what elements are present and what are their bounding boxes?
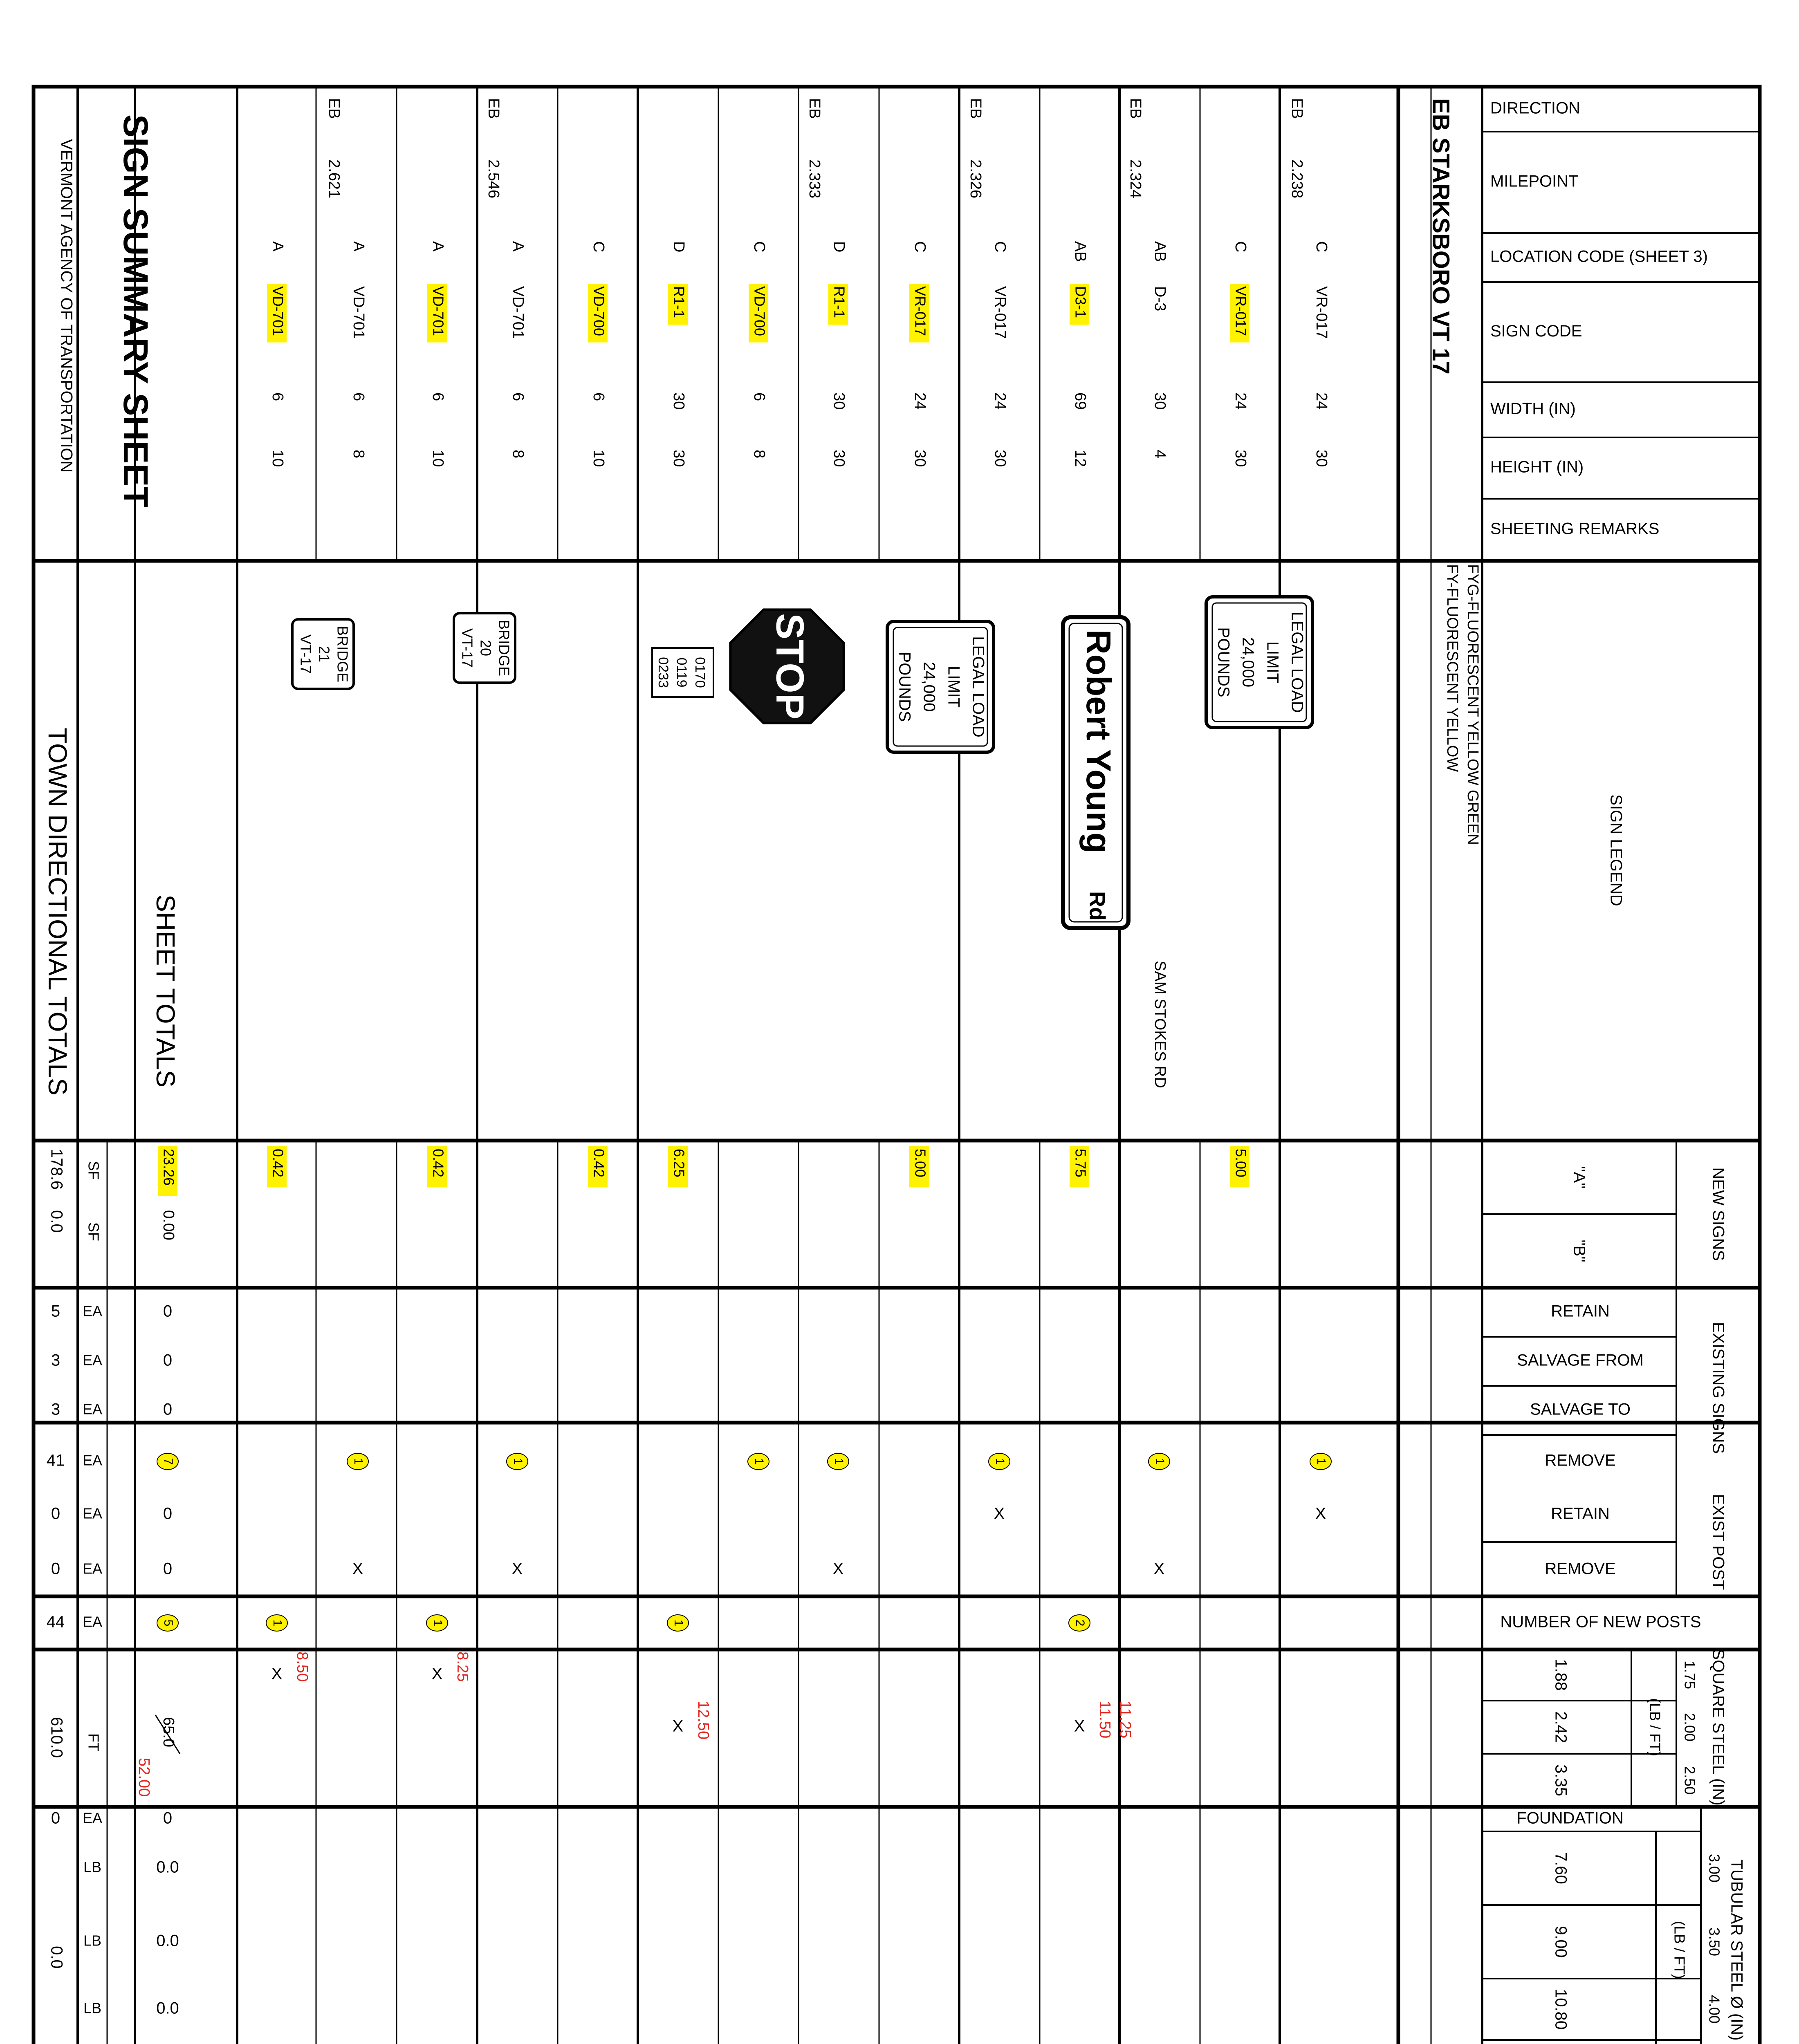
row-width: 30 (830, 392, 848, 410)
square-size: 2.00 (1681, 1712, 1698, 1742)
town-post_remove: 0 (51, 1560, 61, 1578)
town-salvage_to: 3 (51, 1400, 61, 1419)
tubular-size: 3.00 (1706, 1853, 1723, 1883)
unit-label: EA (82, 1505, 103, 1522)
row-height: 8 (350, 450, 367, 459)
street-name-sign (1063, 617, 1128, 928)
row-width: 6 (429, 392, 446, 401)
bridge-text: BRIDGE (496, 619, 513, 677)
row-location-code: C (750, 241, 768, 253)
new-posts-header: NUMBER OF NEW POSTS (1500, 1613, 1701, 1631)
total-square-redline: 52.00 (135, 1758, 153, 1797)
row-width: 24 (911, 392, 929, 410)
bridge-text: VT-17 (459, 628, 476, 668)
unit-label: EA (82, 1302, 103, 1320)
row-direction: EB (1126, 98, 1144, 119)
row-location-code: C (991, 241, 1009, 253)
total-new-b: 0.00 (159, 1210, 177, 1240)
row-new-a: 0.42 (269, 1149, 287, 1178)
row-location-code: C (590, 241, 607, 253)
salvage-from-header: SALVAGE FROM (1517, 1351, 1644, 1369)
total-square: 65.0 (159, 1717, 177, 1747)
stop-code: 0119 (674, 657, 690, 688)
foundation-header: FOUNDATION (1516, 1809, 1624, 1827)
bridge-20-sign (454, 613, 515, 683)
sheet-border (34, 87, 1760, 2044)
exist-post-header: EXIST POST (1709, 1494, 1727, 1590)
tubular-weight: 10.80 (1552, 1988, 1570, 2030)
row-width: 24 (1231, 392, 1249, 410)
square-weight: 2.42 (1552, 1711, 1570, 1743)
legal-load-text: 24,000 (1239, 637, 1257, 688)
column-header: HEIGHT (IN) (1490, 458, 1584, 476)
row-milepoint: 2.621 (325, 159, 343, 199)
street-name-text: Robert Young (1079, 630, 1118, 854)
row-sign-code: VR-017 (912, 286, 929, 336)
row-redline: 11.25 (1116, 1701, 1134, 1739)
row-width: 6 (269, 392, 286, 401)
column-header: SHEETING REMARKS (1490, 520, 1660, 538)
row-sign-code: D-3 (1151, 286, 1169, 312)
unit-label: EA (82, 1809, 103, 1827)
row-sign-code: R1-1 (671, 286, 688, 318)
row-location-code: A (350, 241, 367, 252)
total-tub_400: 0.0 (156, 1999, 179, 2017)
row-height: 30 (911, 450, 929, 467)
row-sign-code: VR-017 (991, 286, 1009, 339)
town-salvage_from: 3 (51, 1351, 61, 1369)
unit-label: SF (85, 1222, 102, 1242)
legal-load-text: 24,000 (920, 661, 938, 712)
row-new-a: 5.00 (912, 1149, 929, 1178)
legal-load-text: LEGAL LOAD (969, 636, 987, 737)
row-height: 10 (590, 450, 607, 467)
street-suffix-text: Rd (1085, 891, 1110, 921)
column-header: WIDTH (IN) (1490, 400, 1576, 418)
tubular-size: 3.50 (1706, 1927, 1723, 1957)
row-remove-count: 1 (511, 1458, 525, 1465)
row-location-code: AB (1151, 241, 1169, 262)
row-height: 10 (429, 450, 446, 467)
bridge-text: 21 (316, 645, 333, 663)
row-redline: 8.25 (453, 1652, 471, 1682)
row-location-code: A (269, 241, 286, 252)
bridge-21-sign (292, 619, 354, 689)
row-sign-code: VD-700 (590, 286, 608, 336)
legal-load-text: POUNDS (895, 652, 914, 722)
total-post-remove: 0 (163, 1560, 173, 1578)
sign-legend-header: SIGN LEGEND (1607, 794, 1625, 906)
unit-label: EA (82, 1401, 103, 1418)
row-sign-code: VD-700 (751, 286, 768, 336)
route-title: EB STARKSBORO VT 17 (1427, 98, 1454, 374)
total-salvage_from: 0 (163, 1351, 173, 1369)
row-milepoint: 2.326 (967, 159, 984, 199)
unit-label: LB (83, 1999, 102, 2017)
post-retain-header: RETAIN (1551, 1504, 1610, 1523)
row-sign-code: VD-701 (269, 286, 287, 336)
row-post-remove: X (832, 1560, 844, 1578)
town-retain: 5 (51, 1302, 61, 1320)
tubular-weight: 7.60 (1552, 1852, 1570, 1884)
unit-label: EA (82, 1452, 103, 1469)
town-post_retain: 0 (51, 1504, 61, 1523)
row-location-code: D (670, 241, 687, 253)
bridge-text: BRIDGE (334, 625, 351, 683)
total-new-a: 23.26 (160, 1149, 177, 1186)
row-milepoint: 2.324 (1126, 159, 1144, 199)
unit-label: EA (82, 1351, 103, 1369)
total-foundation: 0 (163, 1809, 173, 1827)
legal-load-text: LIMIT (944, 666, 963, 708)
row-height: 8 (750, 450, 768, 459)
row-sign-code: VD-701 (430, 286, 447, 336)
sheet-totals-label: SHEET TOTALS (151, 894, 181, 1087)
row-sign-code: VD-701 (350, 286, 367, 339)
row-post-retain: X (994, 1504, 1005, 1523)
square-weight: 1.88 (1552, 1659, 1570, 1691)
row-new-a: 5.75 (1072, 1149, 1089, 1178)
row-height: 12 (1071, 450, 1089, 467)
town-remove: 41 (46, 1451, 65, 1470)
unit-label: LB (83, 1858, 102, 1876)
row-new-posts: 1 (431, 1619, 445, 1627)
row-post-retain: X (1315, 1504, 1326, 1523)
square-steel-header: SQUARE STEEL (IN) (1709, 1649, 1727, 1806)
row-milepoint: 2.546 (485, 159, 502, 199)
row-width: 6 (590, 392, 607, 401)
row-new-posts: 2 (1073, 1619, 1087, 1627)
row-width: 6 (750, 392, 768, 401)
square-weight: 3.35 (1552, 1764, 1570, 1796)
row-new-posts: 1 (672, 1619, 686, 1627)
row-square-242: X (1074, 1717, 1085, 1735)
total-tub_300: 0.0 (156, 1858, 179, 1876)
row-redline: 11.50 (1096, 1701, 1113, 1739)
row-width: 24 (991, 392, 1009, 410)
row-new-a: 5.00 (1232, 1149, 1249, 1178)
new-signs-header: NEW SIGNS (1709, 1167, 1727, 1261)
legal-load-text: POUNDS (1214, 627, 1233, 697)
unit-label: SF (85, 1161, 102, 1180)
row-location-code: D (830, 241, 848, 253)
row-new-a: 6.25 (671, 1149, 688, 1178)
total-new-posts: 5 (162, 1619, 175, 1627)
legal-load-sign (887, 621, 994, 752)
row-width: 30 (670, 392, 687, 410)
retain-header: RETAIN (1551, 1302, 1610, 1320)
row-width: 24 (1312, 392, 1330, 410)
total-retain: 0 (163, 1302, 173, 1320)
sheet-title: SIGN SUMMARY SHEET (116, 114, 155, 508)
row-location-code: A (509, 241, 527, 252)
unit-label: EA (82, 1560, 103, 1577)
legal-load-text: LEGAL LOAD (1288, 612, 1306, 713)
row-redline: 12.50 (694, 1701, 712, 1740)
post-remove-header: REMOVE (1545, 1560, 1616, 1578)
row-sign-code: VD-701 (509, 286, 527, 339)
row-height: 30 (1231, 450, 1249, 467)
row-sign-code: D3-1 (1072, 286, 1089, 318)
row-direction: EB (805, 98, 823, 119)
salvage-to-header: SALVAGE TO (1530, 1400, 1631, 1419)
square-size: 1.75 (1681, 1660, 1698, 1690)
stop-code: 0170 (692, 657, 708, 688)
row-square-188: X (431, 1665, 443, 1683)
lb-ft-label: (LB / FT) (1646, 1698, 1664, 1756)
row-post-remove: X (1153, 1560, 1165, 1578)
stop-text: STOP (768, 613, 812, 719)
row-square-242: X (672, 1717, 684, 1735)
row-location-code: C (1231, 241, 1249, 253)
row-height: 30 (670, 450, 687, 467)
stop-sign (652, 610, 844, 723)
row-location-code: AB (1071, 241, 1089, 262)
total-post-retain: 0 (163, 1504, 173, 1523)
legend-street-name: SAM STOKES RD (1151, 961, 1169, 1088)
town-new-b: 0.0 (47, 1210, 66, 1233)
row-post-remove: X (511, 1560, 523, 1578)
column-header: DIRECTION (1490, 99, 1580, 117)
unit-label: LB (83, 1932, 102, 1949)
row-direction: EB (967, 98, 984, 119)
row-new-a: 0.42 (430, 1149, 447, 1178)
bridge-text: VT-17 (297, 634, 314, 674)
row-location-code: A (429, 241, 446, 252)
bridge-text: 20 (477, 639, 494, 657)
row-redline: 8.50 (293, 1652, 311, 1682)
row-milepoint: 2.333 (805, 159, 823, 199)
row-remove-count: 1 (752, 1458, 766, 1465)
row-sign-code: VR-017 (1312, 286, 1330, 339)
agency-name: VERMONT AGENCY OF TRANSPORTATION (57, 139, 76, 473)
town-square: 610.0 (47, 1717, 66, 1758)
row-location-code: C (1312, 241, 1330, 253)
row-direction: EB (325, 98, 343, 119)
lb-ft-label: (LB / FT) (1671, 1921, 1688, 1979)
tubular-size: 4.00 (1706, 1995, 1723, 2024)
new-a-header: "A" (1570, 1166, 1588, 1189)
stop-code: 0233 (655, 657, 671, 688)
row-remove-count: 1 (352, 1458, 366, 1465)
row-remove-count: 1 (993, 1458, 1007, 1465)
sheeting-note: FY-FLUORESCENT YELLOW (1443, 564, 1461, 772)
row-post-remove: X (352, 1560, 363, 1578)
row-height: 8 (509, 450, 527, 459)
town-foundation: 0 (51, 1809, 61, 1827)
row-width: 69 (1071, 392, 1089, 410)
row-height: 30 (830, 450, 848, 467)
square-size: 2.50 (1681, 1766, 1698, 1795)
column-header: LOCATION CODE (SHEET 3) (1490, 247, 1708, 266)
row-sign-code: VR-017 (1232, 286, 1249, 336)
unit-label: EA (82, 1613, 103, 1630)
total-salvage_to: 0 (163, 1400, 173, 1419)
legal-load-text: LIMIT (1263, 641, 1282, 684)
existing-signs-header: EXISTING SIGNS (1709, 1322, 1727, 1454)
town-totals-label: TOWN DIRECTIONAL TOTALS (43, 728, 73, 1096)
row-width: 6 (509, 392, 527, 401)
row-direction: EB (1288, 98, 1306, 119)
row-remove-count: 1 (1314, 1458, 1328, 1465)
row-milepoint: 2.238 (1288, 159, 1306, 199)
sheeting-note: FYG-FLUORESCENT YELLOW GREEN (1464, 564, 1481, 845)
row-new-posts: 1 (271, 1619, 285, 1627)
row-remove-count: 1 (1153, 1458, 1167, 1465)
unit-label: FT (85, 1733, 102, 1751)
row-square-188: X (271, 1665, 283, 1683)
column-header: SIGN CODE (1490, 322, 1582, 341)
town-new_posts: 44 (46, 1613, 65, 1631)
row-direction: EB (485, 98, 502, 119)
row-new-a: 0.42 (590, 1149, 608, 1178)
row-height: 30 (1312, 450, 1330, 467)
row-width: 6 (350, 392, 367, 401)
row-width: 30 (1151, 392, 1169, 410)
legal-load-sign (1206, 597, 1312, 728)
row-remove-count: 1 (832, 1458, 846, 1465)
remove-header: REMOVE (1545, 1451, 1616, 1470)
row-location-code: C (911, 241, 929, 253)
row-sign-code: R1-1 (831, 286, 848, 318)
row-height: 30 (991, 450, 1009, 467)
town-tubular: 0.0 (47, 1946, 66, 1969)
tubular-weight: 9.00 (1552, 1926, 1570, 1958)
total-remove: 7 (162, 1458, 175, 1465)
total-tub_350: 0.0 (156, 1932, 179, 1950)
tubular-steel-header: TUBULAR STEEL Ø (IN) (1727, 1859, 1746, 2041)
new-b-header: "B" (1570, 1239, 1588, 1262)
town-new-a: 178.6 (47, 1149, 66, 1190)
row-height: 10 (269, 450, 286, 467)
row-height: 4 (1151, 450, 1169, 459)
column-header: MILEPOINT (1490, 172, 1579, 191)
